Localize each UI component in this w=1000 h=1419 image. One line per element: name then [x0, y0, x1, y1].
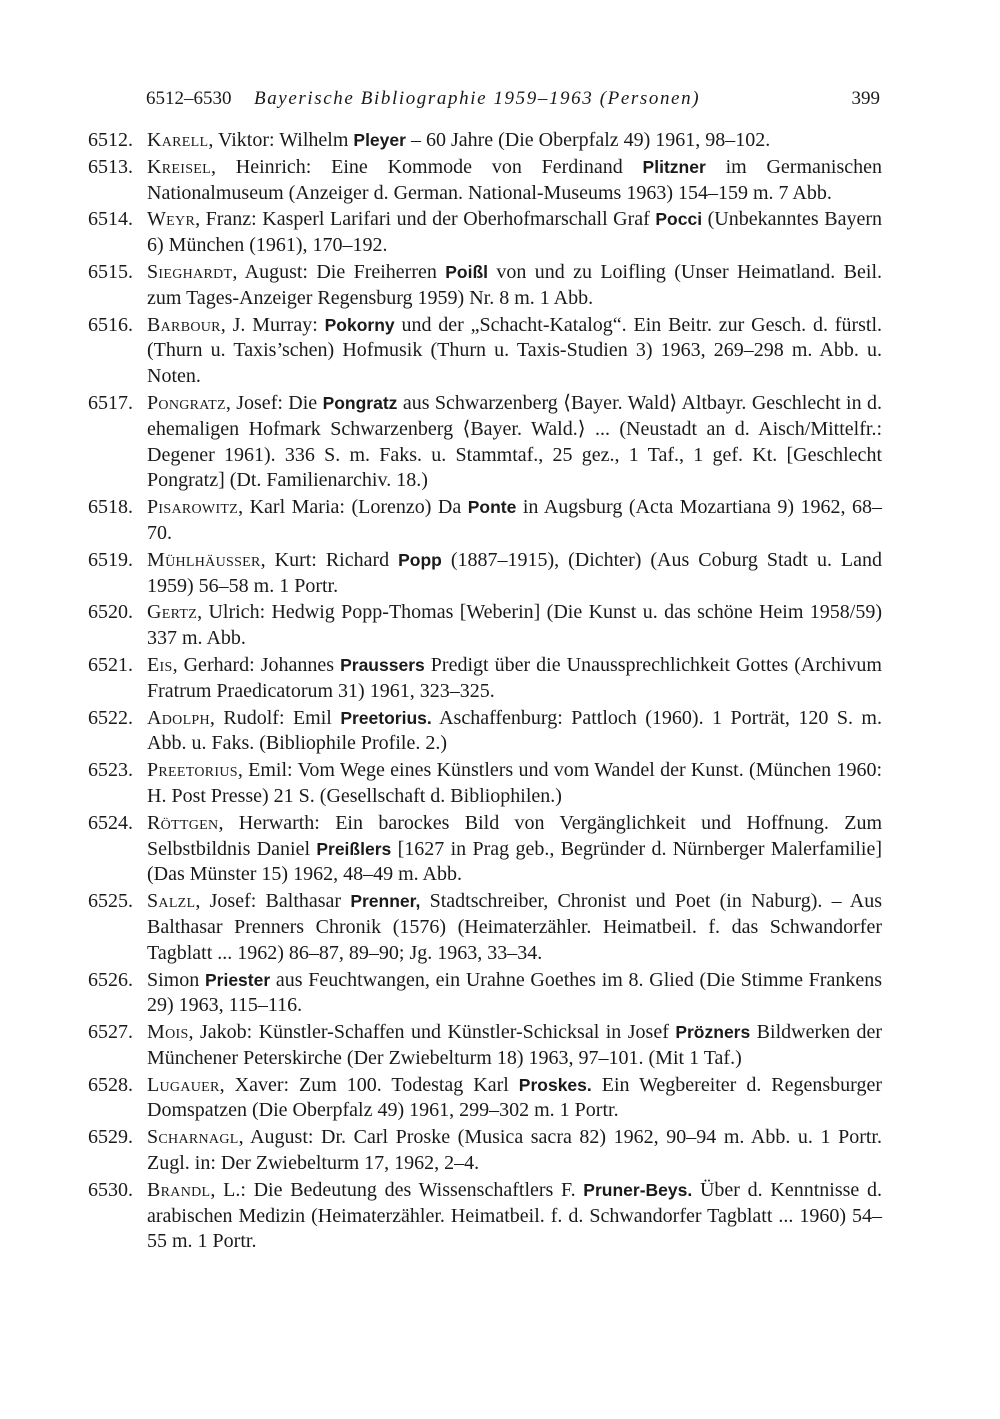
bibliography-entry — [88, 706, 882, 758]
entry-subject-name: Pruner-Beys. — [583, 1179, 693, 1200]
entry-author: Sieghardt — [147, 260, 233, 283]
entry-author: Gertz — [147, 601, 198, 624]
entry-text: , Jakob: Künstler-Schaffen und Künstler-Schicksal in Josef — [188, 1021, 676, 1044]
running-title: Bayerische Bibliographie 1959–1963 (Personen) — [254, 88, 701, 109]
entry-subject-name: Ponte — [467, 497, 517, 518]
entry-number: 6513. — [88, 155, 133, 178]
entry-text: Bildwerken der Münchener Peterskirche (Der Zwiebelturm 18) 1963, 97–101. (Mit 1 Taf.) — [147, 1021, 882, 1069]
entry-subject-name: Prözners — [675, 1022, 751, 1043]
entry-text: , J. Murray: — [220, 313, 325, 336]
entry-text: Über d. Kenntnisse d. arabischen Medizin (Heimaterzähler. Heimatbeil. f. d. Schwandorfer Tagblatt ... 1960) 54–55 m. 1 Portr. — [147, 1178, 883, 1253]
entry-author: Röttgen — [147, 811, 219, 834]
entry-author: Weyr — [147, 208, 196, 231]
entry-number: 6512. — [88, 129, 133, 151]
entry-number: 6530. — [88, 1178, 133, 1201]
entry-text: , Gerhard: Johannes — [172, 653, 341, 676]
entry-text: , Josef: Balthasar — [195, 890, 351, 913]
entry-author: Mois — [147, 1021, 189, 1044]
entry-subject-name: Plitzner — [642, 156, 706, 177]
entry-number: 6528. — [88, 1073, 133, 1096]
bibliography-entry — [88, 758, 882, 810]
entry-text: und der „Schacht-Katalog“. Ein Beitr. zur Gesch. d. fürstl. (Thurn u. Taxis’schen) Hofmusik (Thurn u. Taxis-Studien 3) 1963, 269–298 m. Abb. u. Noten. — [147, 313, 882, 388]
entry-author: Eis — [147, 653, 173, 676]
entry-subject-name: Popp — [398, 549, 442, 570]
entry-author: Mühlhäusser — [147, 548, 261, 571]
bibliography-entry — [88, 968, 882, 1020]
entry-text: , Herwarth: Ein barockes Bild von Vergänglichkeit und Hoffnung. Zum Selbstbildnis Daniel — [147, 811, 882, 860]
entry-text: , Ulrich: Hedwig Popp-Thomas [Weberin] (Die Kunst u. das schöne Heim 1958/59) 337 m. Abb. — [147, 601, 882, 650]
entry-author: Kreisel — [147, 155, 211, 178]
entry-text: Simon — [147, 968, 205, 991]
bibliography-entry — [88, 128, 882, 154]
entry-text: (Unbekanntes Bayern 6) München (1961), 170–192. — [147, 208, 882, 257]
entry-text: , Viktor: Wilhelm — [208, 129, 354, 151]
entry-author: Preetorius — [147, 759, 238, 782]
entry-number: 6526. — [88, 968, 133, 991]
entry-author: Barbour — [147, 313, 221, 336]
bibliography-entry — [88, 1125, 882, 1177]
entry-number: 6518. — [88, 496, 133, 519]
bibliography-entry — [88, 1020, 882, 1072]
entry-range: 6512–6530 — [146, 88, 232, 109]
page-number: 399 — [851, 88, 880, 109]
entry-text: , Kurt: Richard — [260, 548, 399, 571]
entry-number: 6529. — [88, 1126, 133, 1149]
entry-subject-name: Poißl — [445, 261, 488, 282]
entry-subject-name: Proskes. — [518, 1074, 592, 1095]
entry-subject-name: Pocci — [655, 209, 703, 230]
entry-author: Brandl — [147, 1178, 211, 1201]
entry-subject-name: Priester — [204, 969, 271, 990]
entry-subject-name: Pongratz — [322, 392, 398, 413]
entry-text: im Germanischen Nationalmuseum (Anzeiger d. German. National-Museums 1963) 154–159 m. 7 Abb. — [147, 155, 882, 204]
bibliography-entry — [88, 1073, 882, 1125]
entry-number: 6515. — [88, 260, 133, 283]
entry-author: Scharnagl — [147, 1126, 239, 1149]
entry-text: (1887–1915), (Dichter) (Aus Coburg Stadt u. Land 1959) 56–58 m. 1 Portr. — [147, 548, 883, 597]
entry-subject-name: Pokorny — [324, 314, 395, 335]
entry-text: Aschaffenburg: Pattloch (1960). 1 Porträt, 120 S. m. Abb. u. Faks. (Bibliophile Profile. 2.) — [147, 706, 882, 755]
entry-subject-name: Praussers — [340, 654, 425, 675]
entry-text: , Josef: Die — [225, 391, 323, 414]
entry-author: Karell — [147, 129, 209, 151]
entry-subject-name: Preißlers — [316, 838, 392, 859]
bibliography-entry — [88, 548, 882, 600]
entry-number: 6527. — [88, 1021, 133, 1044]
entry-text: , Karl Maria: (Lorenzo) Da — [238, 496, 468, 519]
entry-author: Lugauer — [147, 1073, 220, 1096]
entry-text: – 60 Jahre (Die Oberpfalz 49) 1961, 98–102. — [405, 129, 771, 151]
entry-text: von und zu Loifling (Unser Heimatland. Beil. zum Tages-Anzeiger Regensburg 1959) Nr. 8 m. 1 Abb. — [147, 260, 882, 309]
entry-text: in Augsburg (Acta Mozartiana 9) 1962, 68–70. — [147, 496, 883, 544]
entry-text: , Emil: Vom Wege eines Künstlers und vom Wandel der Kunst. (München 1960: H. Post Presse) 21 S. (Gesellschaft d. Bibliophilen.) — [147, 759, 882, 807]
entry-subject-name: Prenner, — [350, 891, 421, 912]
entry-text: , L.: Die Bedeutung des Wissenschaftlers F. — [210, 1178, 584, 1201]
entry-text: , Xaver: Zum 100. Todestag Karl — [219, 1073, 519, 1096]
entry-number: 6520. — [88, 601, 133, 624]
entry-number: 6521. — [88, 653, 133, 676]
entry-number: 6517. — [88, 391, 133, 414]
entry-text: Stadtschreiber, Chronist und Poet (in Naburg). – Aus Balthasar Prenners Chronik (1576) (Heimaterzähler. Heimatbeil. f. das Schwandorfer Tagblatt ... 1962) 86–87, 89–90; Jg. 1963, 33–34. — [147, 890, 882, 964]
entry-number: 6525. — [88, 890, 133, 913]
bibliography-entry — [88, 313, 882, 390]
entry-author: Salzl — [147, 890, 196, 913]
entry-number: 6516. — [88, 313, 133, 336]
bibliography-entry — [88, 260, 882, 312]
entry-number: 6522. — [88, 706, 133, 729]
entry-author: Pisarowitz — [147, 496, 239, 519]
entry-number: 6519. — [88, 548, 133, 571]
entry-author: Pongratz — [147, 391, 226, 414]
entry-text: [1627 in Prag geb., Begründer d. Nürnberger Malerfamilie] (Das Münster 15) 1962, 48–49 m. Abb. — [147, 837, 882, 886]
entry-subject-name: Pleyer — [353, 130, 406, 150]
running-header — [146, 84, 880, 114]
entry-text: , Rudolf: Emil — [209, 706, 341, 729]
entry-number: 6514. — [88, 208, 133, 231]
entry-text: aus Feuchtwangen, ein Urahne Goethes im 8. Glied (Die Stimme Frankens 29) 1963, 115–116. — [147, 968, 882, 1017]
bibliography-entry — [88, 653, 882, 705]
bibliography-entry — [88, 207, 882, 259]
entry-text: , August: Dr. Carl Proske (Musica sacra 82) 1962, 90–94 m. Abb. u. 1 Portr. Zugl. in: Der Zwiebelturm 17, 1962, 2–4. — [147, 1126, 882, 1175]
entry-subject-name: Preetorius. — [340, 707, 432, 728]
entry-number: 6523. — [88, 759, 133, 782]
bibliography-entry — [88, 1178, 882, 1255]
bibliography-entry — [88, 391, 882, 494]
bibliography-entry — [88, 889, 882, 966]
bibliography-entry — [88, 600, 882, 652]
entry-text: Ein Wegbereiter d. Regensburger Domspatzen (Die Oberpfalz 49) 1961, 299–302 m. 1 Portr. — [147, 1073, 883, 1122]
entry-text: , August: Die Freiherren — [232, 260, 446, 283]
bibliography-entries — [88, 128, 882, 1256]
entry-text: , Franz: Kasperl Larifari und der Oberhofmarschall Graf — [195, 208, 656, 231]
entry-number: 6524. — [88, 811, 133, 834]
entry-text: aus Schwarzenberg ⟨Bayer. Wald⟩ Altbayr. Geschlecht in d. ehemaligen Hofmark Schwarzenberg ⟨Bayer. Wald.⟩ ... (Neustadt an d. Aisch/Mittelfr.: Degener 1961). 336 S. m. Faks. u. Stammtaf., 25 gez., 1 Taf., 1 gef. Kt. [Geschlecht Pongratz] (Dt. Familienarchiv. 18.) — [147, 391, 882, 492]
entry-text: , Heinrich: Eine Kommode von Ferdinand — [211, 155, 643, 178]
bibliography-entry — [88, 811, 882, 888]
bibliography-entry — [88, 155, 882, 207]
entry-text: Predigt über die Unaussprechlichkeit Gottes (Archivum Fratrum Praedicatorum 31) 1961, 323–325. — [147, 653, 882, 702]
bibliography-entry — [88, 495, 882, 547]
entry-author: Adolph — [147, 706, 210, 729]
